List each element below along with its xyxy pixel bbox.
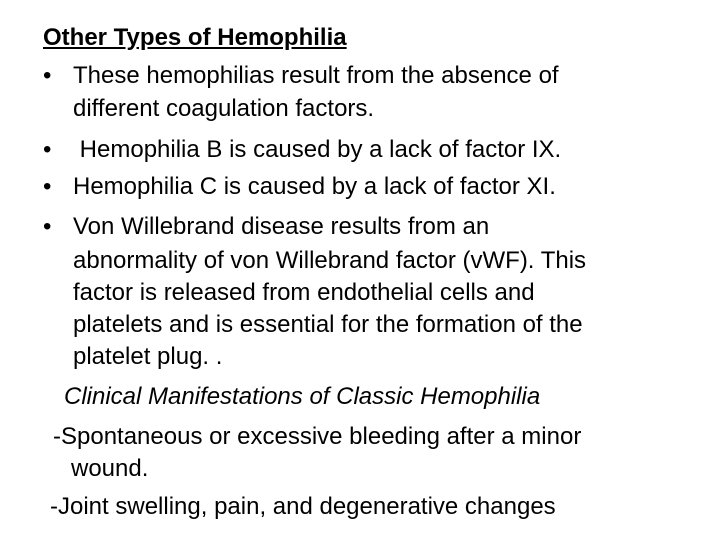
bullet-4-glyph: • xyxy=(43,213,52,240)
manifestation-2-line-1: -Joint swelling, pain, and degenerative changes xyxy=(50,493,556,520)
bullet-3-line-1: Hemophilia C is caused by a lack of factor XI. xyxy=(73,173,556,200)
bullet-4-line-2: abnormality of von Willebrand factor (vWF). This xyxy=(73,247,587,274)
bullet-4-line-4: platelets and is essential for the formation of the xyxy=(73,311,583,338)
manifestation-1-line-1: -Spontaneous or excessive bleeding after a minor xyxy=(53,423,582,450)
slide-title: Other Types of Hemophilia xyxy=(43,24,347,51)
bullet-1-glyph: • xyxy=(43,62,52,89)
bullet-1-line-1: These hemophilias result from the absence of xyxy=(73,62,559,89)
manifestations-heading: Clinical Manifestations of Classic Hemophilia xyxy=(64,383,541,410)
bullet-2-glyph: • xyxy=(43,136,52,163)
bullet-3-glyph: • xyxy=(43,173,52,200)
bullet-4-line-1: Von Willebrand disease results from an xyxy=(73,213,490,240)
bullet-4-line-3: factor is released from endothelial cells and xyxy=(73,279,535,306)
bullet-4-line-5: platelet plug. . xyxy=(73,343,223,370)
bullet-2-line-1: Hemophilia B is caused by a lack of factor IX. xyxy=(73,136,562,163)
bullet-1-line-2: different coagulation factors. xyxy=(73,95,375,122)
manifestation-1-line-2: wound. xyxy=(71,455,149,482)
